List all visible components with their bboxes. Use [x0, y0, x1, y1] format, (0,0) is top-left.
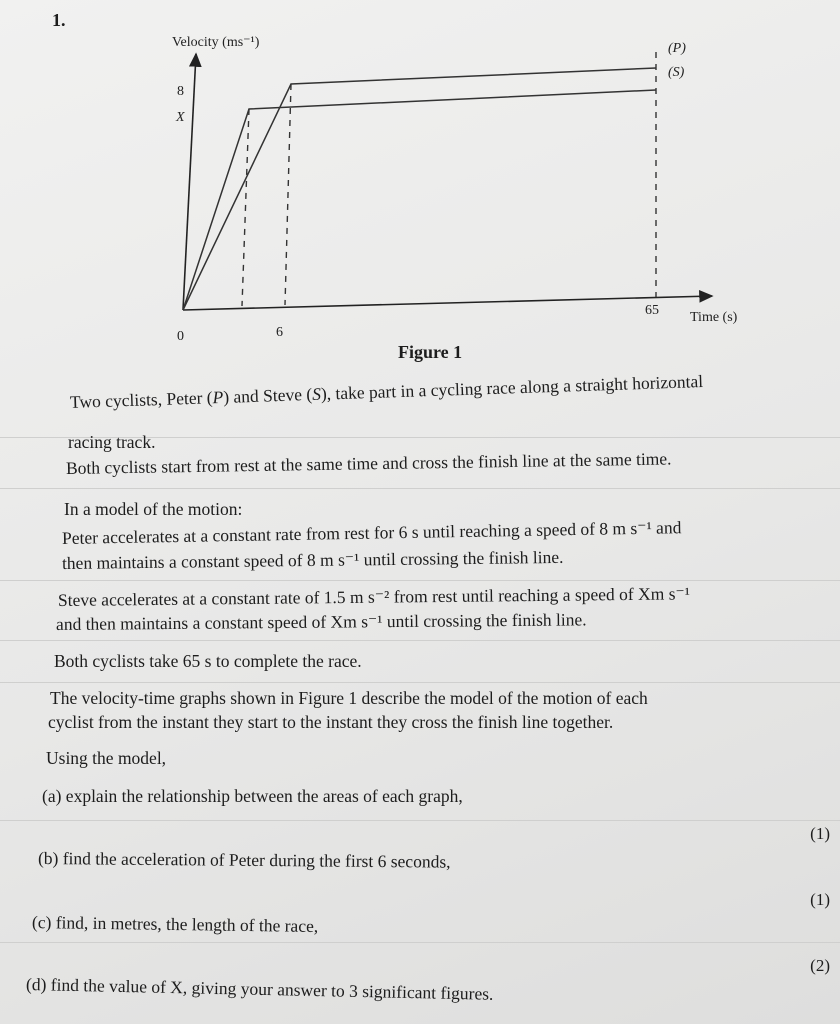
paragraph-start: Both cyclists start from rest at the same time and cross the finish line at the same time. [65, 448, 672, 478]
paragraph-graphs-line1: The velocity-time graphs shown in Figure 1 describe the model of the motion of each [50, 688, 648, 708]
paper-rule [0, 942, 840, 943]
x-tick-0: 0 [177, 329, 184, 344]
paragraph-intro-line1: Two cyclists, Peter (P) and Steve (S), take part in a cycling race along a straight horizontal [69, 371, 704, 412]
x-axis-label: Time (s) [690, 310, 738, 325]
question-part-d: (d) find the value of X, giving your answer to 3 significant figures. [25, 974, 494, 1004]
mark-b: (1) [810, 890, 830, 909]
paragraph-peter-line2: then maintains a constant speed of 8 m s⁻¹ until crossing the finish line. [61, 546, 564, 573]
paper-rule [0, 488, 840, 489]
paper-rule [0, 580, 840, 581]
series-label-p: (P) [668, 41, 686, 56]
paragraph-graphs-line2: cyclist from the instant they start to the instant they cross the finish line together. [48, 712, 614, 732]
series-label-s: (S) [668, 65, 685, 80]
question-part-c: (c) find, in metres, the length of the race, [31, 912, 319, 936]
paper-rule [0, 682, 840, 683]
paragraph-intro-line2: racing track. [68, 432, 156, 452]
paragraph-model: In a model of the motion: [64, 499, 243, 519]
paper-rule [0, 820, 840, 821]
mark-a: (1) [810, 824, 830, 843]
paper-rule [0, 640, 840, 641]
paragraph-peter-line1: Peter accelerates at a constant rate from rest for 6 s until reaching a speed of 8 m s⁻¹ and [61, 517, 682, 548]
question-number: 1. [52, 10, 66, 30]
question-part-b: (b) find the acceleration of Peter during the first 6 seconds, [37, 848, 451, 872]
y-axis [183, 54, 196, 310]
x-axis [183, 296, 712, 310]
paragraph-using-model: Using the model, [46, 748, 167, 768]
y-axis-label: Velocity (ms⁻¹) [172, 35, 260, 50]
peter-line [183, 68, 656, 310]
velocity-time-graph [0, 0, 840, 370]
dash-peter-6 [285, 84, 291, 305]
x-tick-65: 65 [645, 303, 659, 318]
y-tick-8: 8 [177, 84, 184, 99]
x-tick-6: 6 [276, 325, 283, 340]
question-part-a: (a) explain the relationship between the areas of each graph, [42, 786, 463, 806]
paragraph-steve-line2: and then maintains a constant speed of Xm s⁻¹ until crossing the finish line. [55, 609, 587, 634]
paragraph-steve-line1: Steve accelerates at a constant rate of 1.5 m s⁻² from rest until reaching a speed of Xm s⁻¹ [57, 583, 691, 610]
steve-line [183, 90, 656, 310]
mark-c: (2) [810, 956, 830, 975]
y-tick-x: X [176, 110, 185, 125]
dash-steve [242, 109, 249, 306]
figure-caption: Figure 1 [398, 342, 463, 362]
paragraph-time: Both cyclists take 65 s to complete the race. [54, 651, 362, 671]
